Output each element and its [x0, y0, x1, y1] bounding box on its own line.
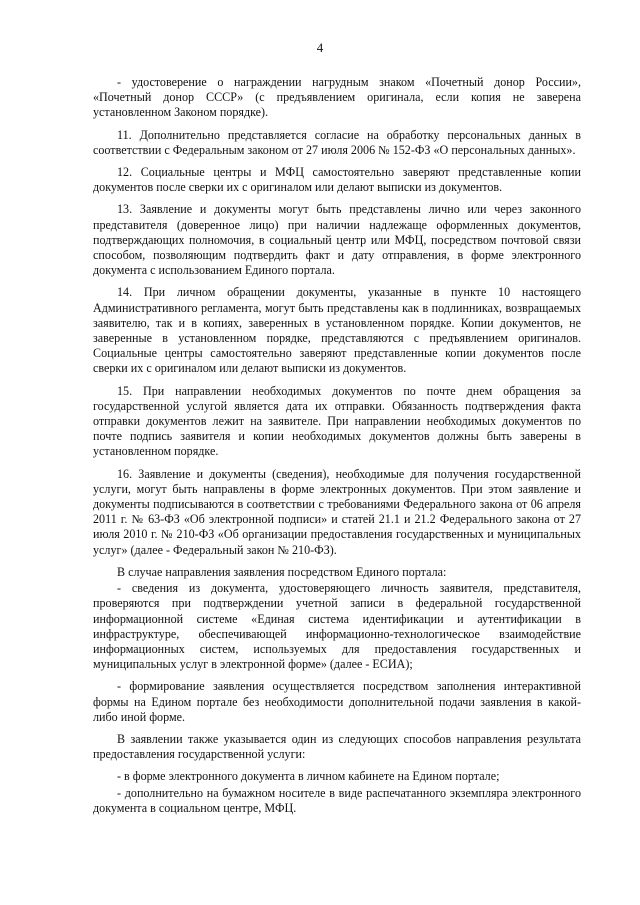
document-body [93, 75, 581, 823]
paragraph: В заявлении также указывается один из следующих способов направления результата предоставления государственной услуги: [93, 731, 581, 762]
paragraph: 14. При личном обращении документы, указанные в пункте 10 настоящего Административного регламента, могут быть представлены как в подлинниках, возвращаемых заявителю, так и в копиях, заверенных в установленном порядке. Копии документов, не заверенные в установленном порядке, представляются с предъявлением оригиналов. Социальные центры самостоятельно заверяют представленные копии документов после сверки их с оригиналом или делают выписки из документов. [93, 285, 581, 376]
paragraph: - формирование заявления осуществляется посредством заполнения интерактивной формы на Едином портале без необходимости дополнительной подачи заявления в какой-либо иной форме. [93, 679, 581, 724]
paragraph: 15. При направлении необходимых документов по почте днем обращения за государственной услугой является дата их отправки. Обязанность подтверждения факта отправки документов лежит на заявителе. При направлении необходимых документов по почте подпись заявителя и копии необходимых документов должны быть заверены в установленном порядке. [93, 383, 581, 459]
paragraph: 13. Заявление и документы могут быть представлены лично или через законного представителя (доверенное лицо) при наличии надлежаще оформленных документов, подтверждающих полномочия, в социальный центр или МФЦ, посредством почтовой связи способом, позволяющим подтвердить факт и дату отправления, в форме электронного документа с использованием Единого портала. [93, 202, 581, 278]
paragraph: В случае направления заявления посредством Единого портала: [117, 564, 447, 579]
paragraph: 16. Заявление и документы (сведения), необходимые для получения государственной услуги, могут быть направлены в форме электронных документов. При этом заявление и документы подписываются в соответствии с требованиями Федерального закона от 06 апреля 2011 г. № 63-ФЗ «Об электронной подписи» и статей 21.1 и 21.2 Федерального закона от 27 июля 2010 г. № 210-ФЗ «Об организации предоставления государственных и муниципальных услуг» (далее - Федеральный закон № 210-ФЗ). [93, 466, 581, 557]
paragraph: - удостоверение о награждении нагрудным знаком «Почетный донор России», «Почетный донор СССР» (с предъявлением оригинала, если копия не заверена установленном Законом порядке). [93, 75, 581, 120]
paragraph: 11. Дополнительно представляется согласие на обработку персональных данных в соответствии с Федеральным законом от 27 июля 2006 № 152-ФЗ «О персональных данных». [93, 127, 581, 157]
paragraph: - сведения из документа, удостоверяющего личность заявителя, представителя, проверяются при подтверждении учетной записи в федеральной государственной информационной системе «Единая система идентификации и аутентификации в инфраструктуре, обеспечивающей информационно-технологическое взаимодействие информационных систем, используемых для предоставления государственных и муниципальных услуг в электронной форме» (далее - ЕСИА); [93, 581, 581, 672]
paragraph: - дополнительно на бумажном носителе в виде распечатанного экземпляра электронного документа в социальном центре, МФЦ. [93, 785, 581, 815]
paragraph: 12. Социальные центры и МФЦ самостоятельно заверяют представленные копии документов после сверки их с оригиналом или делают выписки из документов. [93, 165, 581, 195]
paragraph: - в форме электронного документа в личном кабинете на Едином портале; [117, 769, 500, 784]
page-number: 4 [316, 40, 324, 55]
